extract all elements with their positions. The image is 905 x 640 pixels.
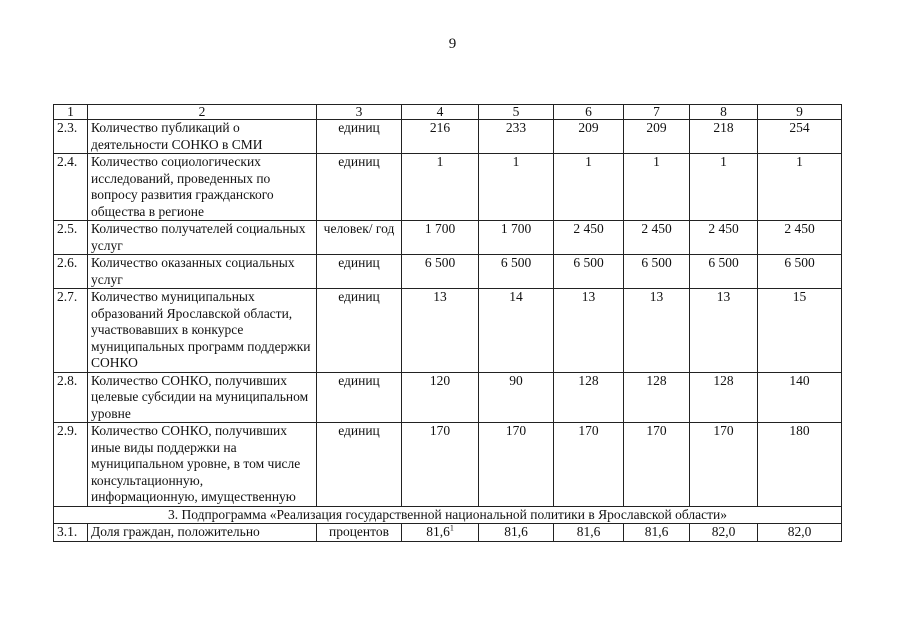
unit-cell: единиц <box>317 372 402 423</box>
footnote-marker: 1 <box>449 523 454 533</box>
column-number: 9 <box>758 105 842 120</box>
row-number: 2.5. <box>54 221 88 255</box>
column-number: 4 <box>402 105 479 120</box>
unit-cell: единиц <box>317 423 402 507</box>
value-cell: 13 <box>554 289 624 373</box>
table-row <box>54 372 842 423</box>
indicator-name: Количество социологических исследований, проведенных по вопросу развития гражданского общества в регионе <box>88 154 317 221</box>
value-cell: 82,0 <box>690 524 758 542</box>
row-number: 2.8. <box>54 372 88 423</box>
value-cell: 128 <box>624 372 690 423</box>
value-cell: 1 <box>402 154 479 221</box>
value-cell: 170 <box>554 423 624 507</box>
value-cell: 81,6 <box>554 524 624 542</box>
unit-cell: единиц <box>317 255 402 289</box>
value-cell: 233 <box>479 120 554 154</box>
value-cell: 209 <box>624 120 690 154</box>
value-cell: 6 500 <box>624 255 690 289</box>
value-cell: 6 500 <box>690 255 758 289</box>
row-number: 2.7. <box>54 289 88 373</box>
subprogram-row <box>54 506 842 524</box>
value-cell: 170 <box>479 423 554 507</box>
value-cell: 120 <box>402 372 479 423</box>
unit-cell: единиц <box>317 120 402 154</box>
indicator-name: Количество муниципальных образований Ярославской области, участвовавших в конкурсе муниципальных программ поддержки СОНКО <box>88 289 317 373</box>
column-number: 2 <box>88 105 317 120</box>
indicator-name: Количество публикаций о деятельности СОНКО в СМИ <box>88 120 317 154</box>
table-row <box>54 120 842 154</box>
value-cell: 209 <box>554 120 624 154</box>
unit-cell: единиц <box>317 154 402 221</box>
subprogram-title: 3. Подпрограмма «Реализация государственной национальной политики в Ярославской области» <box>54 506 842 524</box>
value-cell: 254 <box>758 120 842 154</box>
value-cell: 13 <box>690 289 758 373</box>
value-cell: 2 450 <box>758 221 842 255</box>
table-row <box>54 289 842 373</box>
value-cell: 216 <box>402 120 479 154</box>
value-cell: 1 <box>479 154 554 221</box>
unit-cell: человек/ год <box>317 221 402 255</box>
table-row <box>54 423 842 507</box>
table-row <box>54 221 842 255</box>
table-row <box>54 255 842 289</box>
indicator-name: Количество СОНКО, получивших целевые субсидии на муниципальном уровне <box>88 372 317 423</box>
value-cell: 1 <box>690 154 758 221</box>
value-cell: 15 <box>758 289 842 373</box>
value-cell: 1 <box>758 154 842 221</box>
value-cell: 170 <box>624 423 690 507</box>
value-cell: 13 <box>402 289 479 373</box>
indicator-name: Количество получателей социальных услуг <box>88 221 317 255</box>
value-cell: 1 <box>624 154 690 221</box>
value-cell: 1 700 <box>402 221 479 255</box>
value-cell: 140 <box>758 372 842 423</box>
value-cell: 2 450 <box>624 221 690 255</box>
value-cell: 6 500 <box>479 255 554 289</box>
value-cell: 90 <box>479 372 554 423</box>
value-cell: 180 <box>758 423 842 507</box>
column-number: 3 <box>317 105 402 120</box>
value-cell: 2 450 <box>554 221 624 255</box>
indicators-table <box>53 104 842 542</box>
value-cell <box>402 524 479 542</box>
value-cell: 218 <box>690 120 758 154</box>
value-cell: 1 700 <box>479 221 554 255</box>
table-row <box>54 154 842 221</box>
table-row <box>54 524 842 542</box>
row-number: 2.3. <box>54 120 88 154</box>
column-number: 8 <box>690 105 758 120</box>
unit-cell: процентов <box>317 524 402 542</box>
column-number: 1 <box>54 105 88 120</box>
value-cell: 6 500 <box>554 255 624 289</box>
column-number-row <box>54 105 842 120</box>
value-cell: 6 500 <box>758 255 842 289</box>
value-cell: 81,6 <box>479 524 554 542</box>
value-cell: 14 <box>479 289 554 373</box>
row-number: 2.6. <box>54 255 88 289</box>
page-number: 9 <box>448 36 457 52</box>
value-cell: 2 450 <box>690 221 758 255</box>
row-number: 2.9. <box>54 423 88 507</box>
indicator-name: Количество оказанных социальных услуг <box>88 255 317 289</box>
row-number: 2.4. <box>54 154 88 221</box>
value-cell: 128 <box>554 372 624 423</box>
value-text: 81,6 <box>426 524 450 539</box>
value-cell: 1 <box>554 154 624 221</box>
indicator-name: Количество СОНКО, получивших иные виды поддержки на муниципальном уровне, в том числе консультационную, информационную, имущественную <box>88 423 317 507</box>
value-cell: 6 500 <box>402 255 479 289</box>
unit-cell: единиц <box>317 289 402 373</box>
value-cell: 128 <box>690 372 758 423</box>
value-cell: 13 <box>624 289 690 373</box>
value-cell: 82,0 <box>758 524 842 542</box>
indicator-name: Доля граждан, положительно <box>88 524 317 542</box>
column-number: 6 <box>554 105 624 120</box>
value-cell: 81,6 <box>624 524 690 542</box>
column-number: 7 <box>624 105 690 120</box>
column-number: 5 <box>479 105 554 120</box>
row-number: 3.1. <box>54 524 88 542</box>
value-cell: 170 <box>690 423 758 507</box>
value-cell: 170 <box>402 423 479 507</box>
